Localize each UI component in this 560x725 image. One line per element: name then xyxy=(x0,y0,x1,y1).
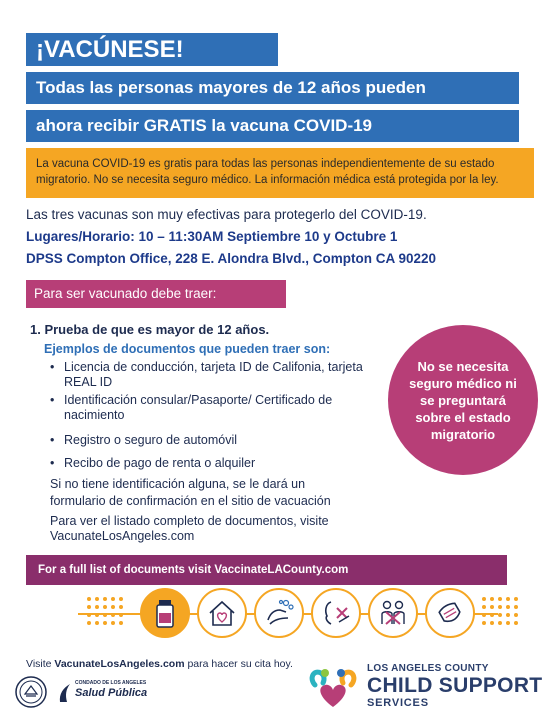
child-support-logo xyxy=(305,663,550,713)
examples-heading: Ejemplos de documentos que pueden traer son: xyxy=(44,342,331,356)
salud-county-label: CONDADO DE LOS ANGELES xyxy=(75,680,147,686)
visit-link[interactable]: VacunateLosAngeles.com xyxy=(54,658,185,670)
hand-wash-icon xyxy=(254,588,304,638)
list-item: • Registro o seguro de automóvil xyxy=(50,433,364,448)
decorative-dots-left xyxy=(85,595,130,625)
child-support-heart-icon xyxy=(305,663,361,713)
cs-county-label: LOS ANGELES COUNTY xyxy=(367,663,489,674)
age-requirement: 1. Prueba de que es mayor de 12 años. xyxy=(30,322,270,337)
headline-line-1: Todas las personas mayores de 12 años pueden xyxy=(26,72,519,104)
vaccine-efficacy-text: Las tres vacunas son muy efectivas para protegerlo del COVID-19. xyxy=(26,207,427,222)
face-mask-icon xyxy=(425,588,475,638)
list-item: • Identificación consular/Pasaporte/ Certificado de nacimiento xyxy=(50,393,364,423)
no-gathering-icon xyxy=(368,588,418,638)
schedule-text: Lugares/Horario: 10 – 11:30AM Septiembre 10 y Octubre 1 xyxy=(26,229,398,244)
english-info-band: For a full list of documents visit VaccinateLACounty.com xyxy=(26,555,507,585)
salud-publica-icon xyxy=(57,680,73,704)
headline-line-2: ahora recibir GRATIS la vacuna COVID-19 xyxy=(26,110,519,142)
address-text: DPSS Compton Office, 228 E. Alondra Blvd., Compton CA 90220 xyxy=(26,251,437,266)
visit-suffix: para hacer su cita hoy. xyxy=(184,658,293,670)
visit-text xyxy=(26,658,293,670)
no-id-text: Si no tiene identificación alguna, se le dará un formulario de confirmación en el sitio de vacuación xyxy=(50,477,331,508)
full-list-text: Para ver el listado completo de documentos, visite VacunateLosAngeles.com xyxy=(50,514,329,543)
free-vaccine-notice: La vacuna COVID-19 es gratis para todas las personas independientemente de su estado migratorio. No se necesita seguro médico. La información médica está protegida por la ley. xyxy=(26,148,534,198)
county-seal-icon xyxy=(15,676,47,708)
visit-prefix: Visite xyxy=(26,658,55,670)
list-item: • Recibo de pago de renta o alquiler xyxy=(50,456,364,471)
salud-name-label: Salud Pública xyxy=(75,687,148,699)
page-title: ¡VACÚNESE! xyxy=(26,33,278,66)
vaccine-vial-icon xyxy=(140,588,190,638)
home-heart-icon xyxy=(197,588,247,638)
requirements-heading: Para ser vacunado debe traer: xyxy=(26,280,286,308)
no-insurance-badge-text: No se necesita seguro médico ni se preguntará sobre el estado migratorio xyxy=(409,358,517,442)
list-item: • Licencia de conducción, tarjeta ID de Califonia, tarjeta REAL ID xyxy=(50,360,364,390)
no-touch-face-icon xyxy=(311,588,361,638)
cs-services-label: SERVICES xyxy=(367,697,429,709)
no-insurance-badge xyxy=(388,325,538,475)
salud-publica-logo xyxy=(57,678,152,706)
decorative-dots-right xyxy=(478,595,523,625)
cs-name-label: CHILD SUPPORT xyxy=(367,674,543,697)
